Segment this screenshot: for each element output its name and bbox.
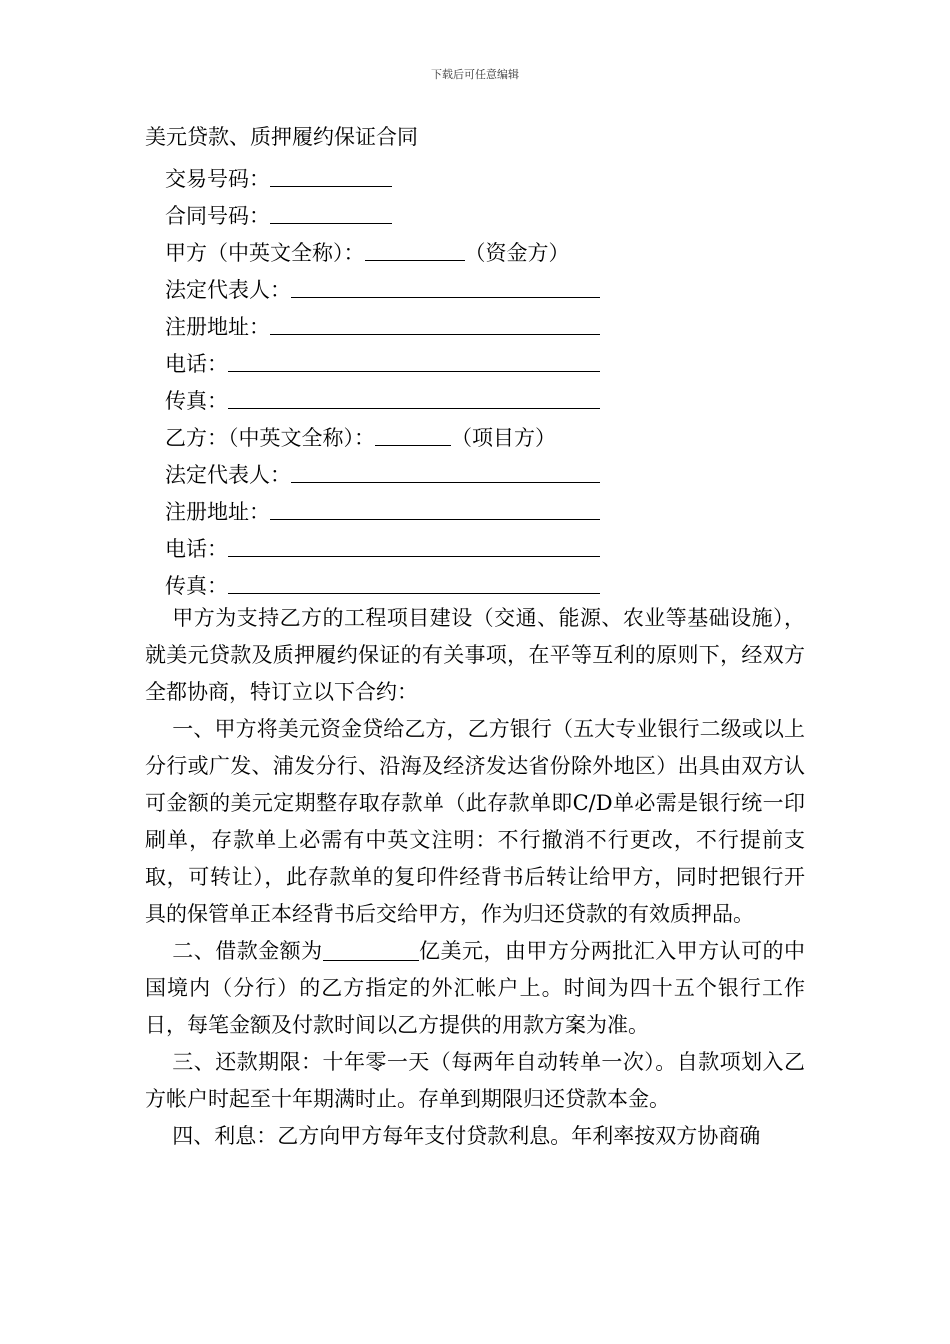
party-b-fax-field (145, 563, 615, 600)
clause-2-text-after: 亿美元，由甲方分两批汇入甲方认可的中国境内（分行）的乙方指定的外汇帐户上。时间为四十五个银行工作日，每笔金额及付款时间以乙方提供的用款方案为准。 (145, 939, 806, 1037)
blank-line (228, 349, 600, 372)
field-label: 甲方（中英文全称）： (165, 241, 365, 265)
field-suffix: （项目方） (451, 426, 556, 450)
party-b-legal-rep-field (145, 452, 615, 489)
document-title: 美元贷款、质押履约保证合同 (145, 125, 418, 149)
field-label: 注册地址： (165, 315, 270, 339)
blank-line (228, 534, 600, 557)
party-a-phone-field (145, 341, 615, 378)
party-a-legal-rep-field (145, 267, 615, 304)
party-a-address-field (145, 304, 615, 341)
clause-2-text-before: 二、借款金额为 (172, 939, 323, 963)
field-label: 传真： (165, 389, 228, 413)
blank-line (365, 238, 465, 261)
blank-line (270, 164, 392, 187)
field-suffix: （资金方） (464, 241, 570, 265)
blank-line (291, 460, 600, 483)
field-label: 交易号码： (165, 167, 270, 191)
preamble-paragraph: 甲方为支持乙方的工程项目建设（交通、能源、农业等基础设施），就美元贷款及质押履约保证的有关事项，在平等互利的原则下，经双方全都协商，特订立以下合约： (145, 606, 805, 704)
party-b-phone-field (145, 526, 615, 563)
page-header: 下载后可任意编辑 (431, 68, 519, 81)
field-label: 法定代表人： (165, 463, 291, 487)
contract-number-field (145, 193, 615, 230)
blank-line (270, 201, 392, 224)
clause-1-paragraph: 一、甲方将美元资金贷给乙方，乙方银行（五大专业银行二级或以上分行或广发、浦发分行、沿海及经济发达省份除外地区）出具由双方认可金额的美元定期整存取存款单（此存款单即C/D单必需是银行统一印刷单，存款单上必需有中英文注明：不行撤消不行更改，不行提前支取，可转让），此存款单的复印件经背书后转让给甲方，同时把银行开具的保管单正本经背书后交给甲方，作为归还贷款的有效质押品。 (145, 717, 805, 926)
party-b-name-field (145, 415, 615, 452)
transaction-number-field (145, 156, 615, 193)
clause-3-paragraph: 三、还款期限：十年零一天（每两年自动转单一次）。自款项划入乙方帐户时起至十年期满时止。存单到期限归还贷款本金。 (145, 1050, 805, 1111)
party-a-name-field (145, 230, 615, 267)
blank-line (270, 497, 600, 520)
field-label: 合同号码： (165, 204, 270, 228)
party-b-address-field (145, 489, 615, 526)
field-label: 注册地址： (165, 500, 270, 524)
field-label: 乙方：（中英文全称）： (165, 426, 375, 450)
loan-amount-blank (323, 938, 419, 961)
clause-2-paragraph (145, 933, 805, 1044)
blank-line (228, 386, 600, 409)
field-label: 电话： (165, 352, 228, 376)
field-label: 传真： (165, 574, 228, 598)
blank-line (375, 423, 451, 446)
field-label: 电话： (165, 537, 228, 561)
party-info-fields (145, 156, 615, 600)
party-a-fax-field (145, 378, 615, 415)
blank-line (291, 275, 600, 298)
blank-line (270, 312, 600, 335)
contract-body (145, 600, 805, 1155)
blank-line (228, 571, 600, 594)
field-label: 法定代表人： (165, 278, 291, 302)
clause-4-paragraph: 四、利息：乙方向甲方每年支付贷款利息。年利率按双方协商确 (172, 1124, 761, 1148)
